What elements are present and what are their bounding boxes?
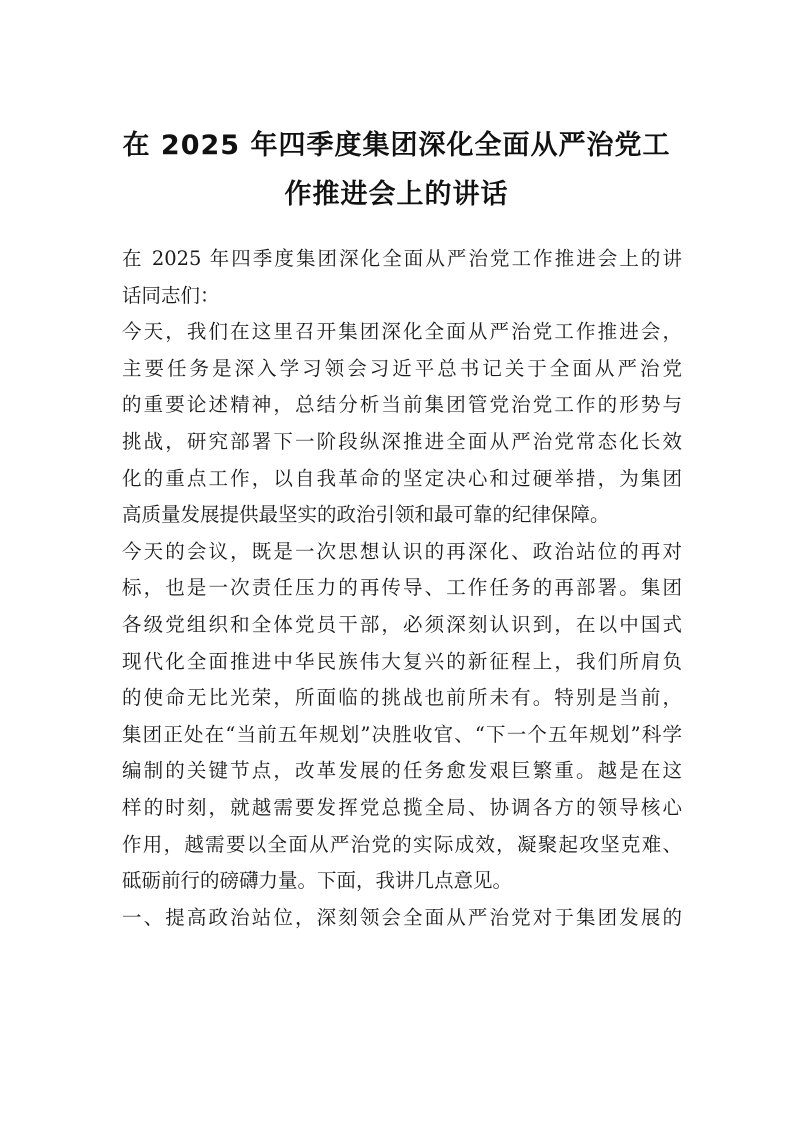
body-line: 一、提高政治站位，深刻领会全面从严治党对于集团发展的 bbox=[122, 905, 682, 929]
body-line: 的重要论述精神，总结分析当前集团管党治党工作的形势与 bbox=[122, 393, 682, 417]
body-line: 挑战，研究部署下一阶段纵深推进全面从严治党常态化长效 bbox=[122, 429, 682, 453]
body-line: 各级党组织和全体党员干部，必须深刻认识到，在以中国式 bbox=[122, 612, 682, 636]
body-line: 样的时刻，就越需要发挥党总揽全局、协调各方的领导核心 bbox=[122, 795, 682, 819]
body-line: 集团正处在“当前五年规划”决胜收官、“下一个五年规划”科学 bbox=[122, 722, 682, 746]
body-line: 化的重点工作，以自我革命的坚定决心和过硬举措，为集团 bbox=[122, 466, 682, 490]
body-line: 现代化全面推进中华民族伟大复兴的新征程上，我们所肩负 bbox=[122, 649, 682, 673]
body-line: 今天的会议，既是一次思想认识的再深化、政治站位的再对 bbox=[122, 539, 682, 563]
body-line: 主要任务是深入学习领会习近平总书记关于全面从严治党 bbox=[122, 356, 682, 380]
document-title-line-1: 在 2025 年四季度集团深化全面从严治党工 bbox=[122, 130, 671, 161]
body-line: 高质量发展提供最坚实的政治引领和最可靠的纪律保障。 bbox=[122, 503, 610, 527]
body-line: 今天，我们在这里召开集团深化全面从严治党工作推进会， bbox=[122, 320, 682, 344]
body-line: 作用，越需要以全面从严治党的实际成效，凝聚起攻坚克难、 bbox=[122, 832, 682, 856]
document-title-line-2: 作推进会上的讲话 bbox=[284, 179, 509, 210]
speech-body bbox=[122, 241, 682, 936]
body-line: 砥砺前行的磅礴力量。下面，我讲几点意见。 bbox=[122, 869, 513, 893]
body-line: 话同志们： bbox=[122, 283, 220, 307]
body-line: 在 2025 年四季度集团深化全面从严治党工作推进会上的讲 bbox=[122, 247, 682, 270]
body-line: 的使命无比光荣，所面临的挑战也前所未有。特别是当前， bbox=[122, 686, 682, 710]
body-line: 编制的关键节点，改革发展的任务愈发艰巨繁重。越是在这 bbox=[122, 759, 682, 783]
body-line: 标，也是一次责任压力的再传导、工作任务的再部署。集团 bbox=[122, 576, 682, 600]
